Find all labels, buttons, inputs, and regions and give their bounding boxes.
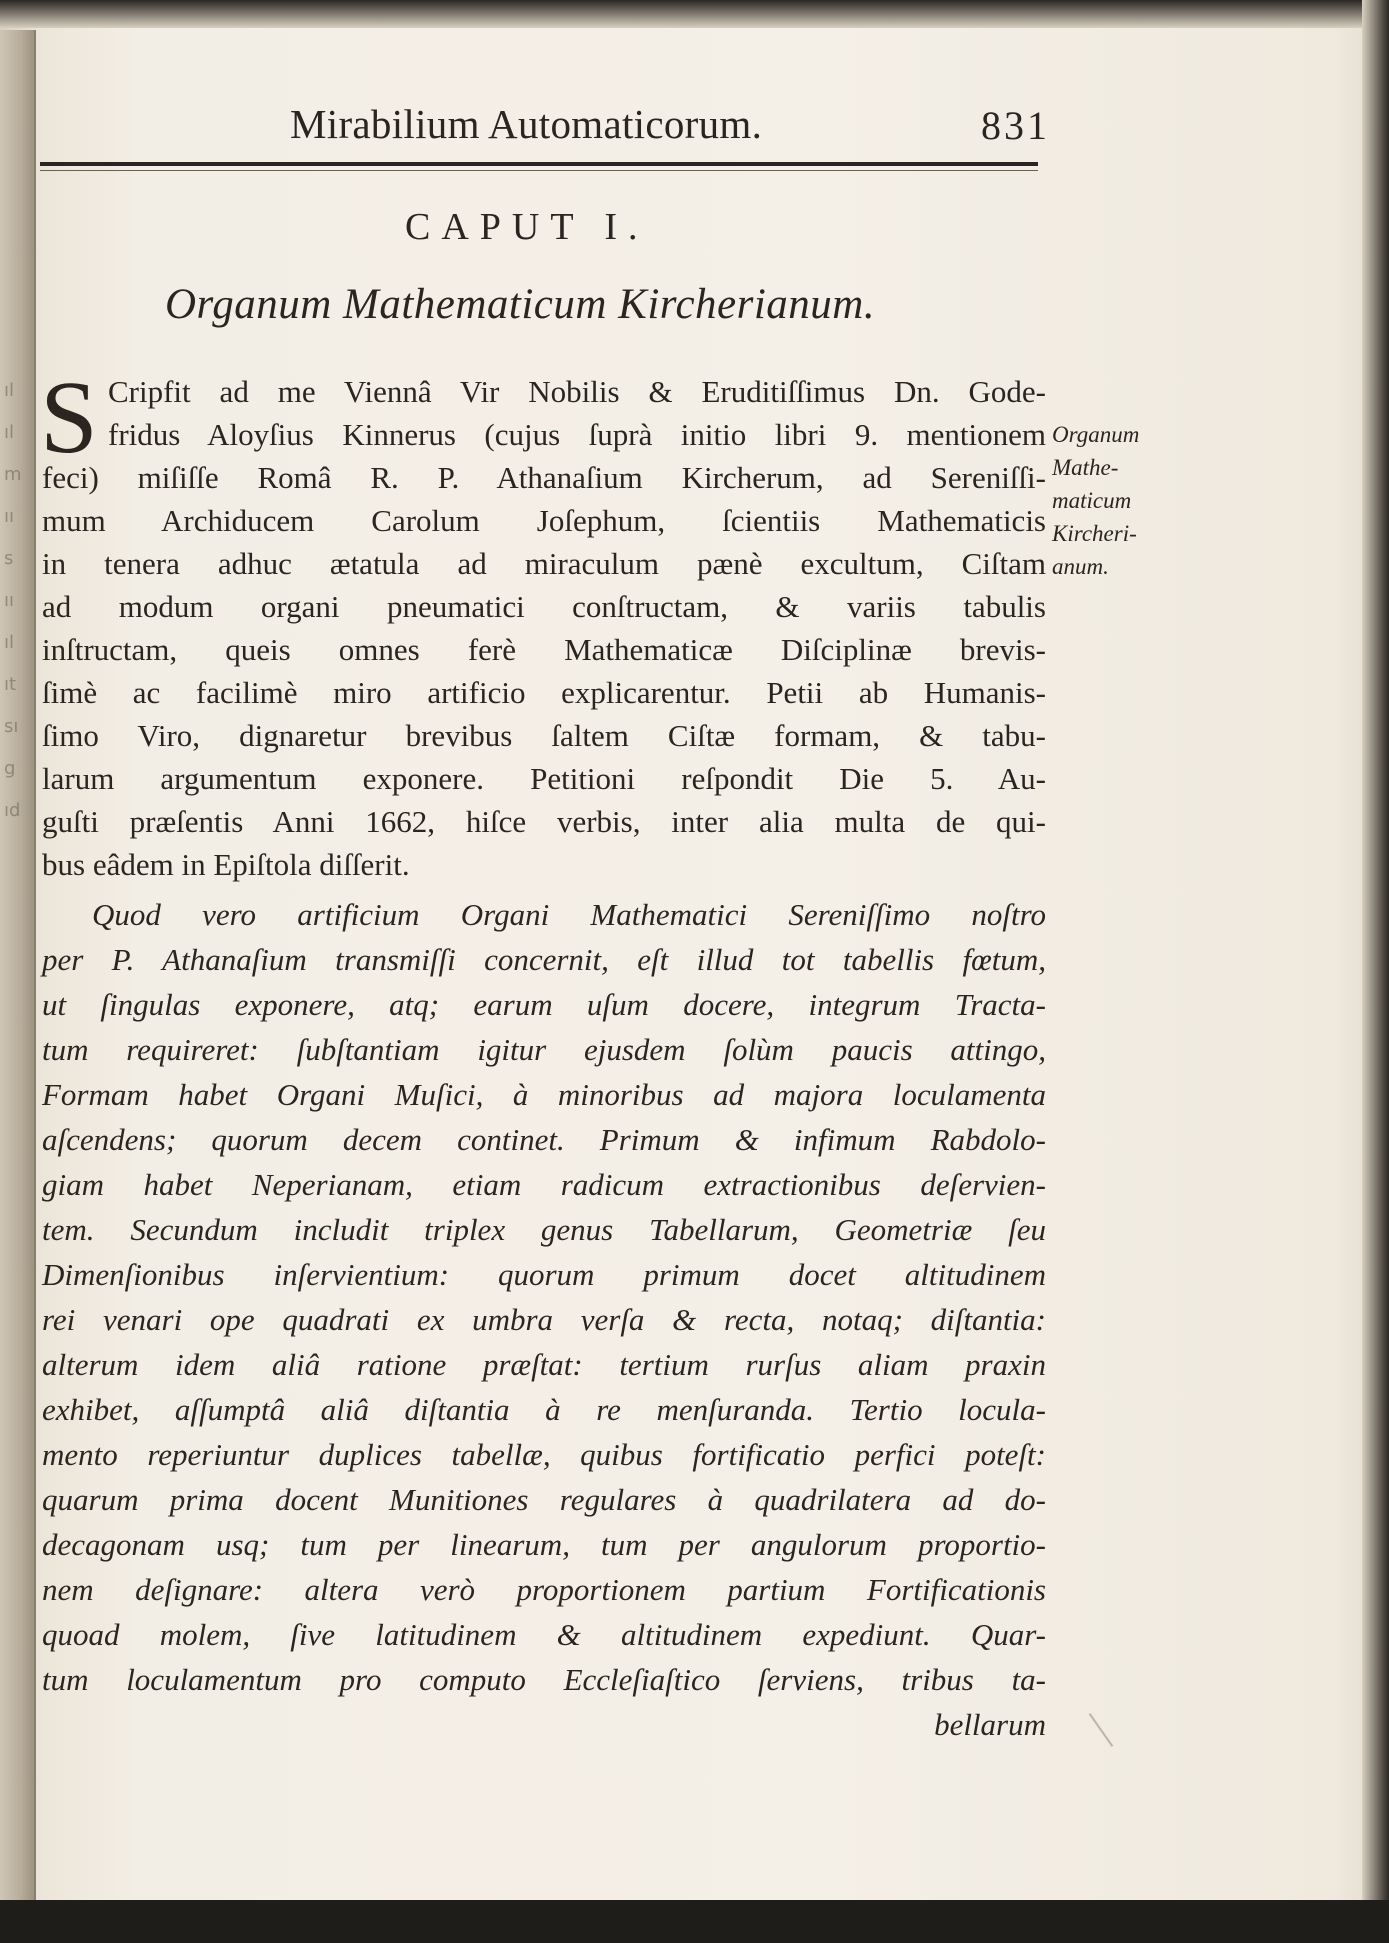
marginal-note — [1052, 418, 1182, 583]
margin-line: Organum — [1052, 422, 1140, 447]
text-line: tum loculamentum pro computo Eccleſiaſtico ſerviens, tribus ta- — [42, 1662, 1046, 1697]
text-line: quoad molem, ſive latitudinem & altitudinem expediunt. Quar- — [42, 1617, 1046, 1652]
page-top-edge — [0, 0, 1389, 28]
header-rule-thin — [40, 170, 1038, 171]
catchword: bellarum — [934, 1707, 1046, 1742]
text-line: mento reperiuntur duplices tabellæ, quibus fortificatio perfici poteſt: — [42, 1437, 1046, 1472]
text-line: exhibet, aſſumptâ aliâ diſtantia à re menſuranda. Tertio locula- — [42, 1392, 1046, 1427]
running-title: Mirabilium Automaticorum. — [290, 101, 763, 147]
page-bottom-edge — [0, 1900, 1389, 1943]
paper-crease — [1089, 1713, 1114, 1747]
text-line: larum argumentum exponere. Petitioni reſpondit Die 5. Au- — [42, 761, 1046, 796]
text-line: ut ſingulas exponere, atq; earum uſum docere, integrum Tracta- — [42, 987, 1046, 1022]
text-line: mum Archiducem Carolum Joſephum, ſcientiis Mathematicis — [42, 503, 1046, 538]
margin-line: maticum — [1052, 488, 1132, 513]
text-line: decagonam usq; tum per linearum, tum per angulorum proportio- — [42, 1527, 1046, 1562]
text-line: alterum idem aliâ ratione præſtat: tertium rurſus aliam praxin — [42, 1347, 1046, 1382]
text-line: ſimè ac facilimè miro artificio explicarentur. Petii ab Humanis- — [42, 675, 1046, 710]
text-line: Dimenſionibus inſervientium: quorum primum docet altitudinem — [42, 1257, 1046, 1292]
margin-line: Kircheri- — [1052, 521, 1137, 546]
text-line: Formam habet Organi Muſici, à minoribus ad majora loculamenta — [42, 1077, 1046, 1112]
page-number: 831 — [981, 103, 1050, 148]
text-line: rei venari ope quadrati ex umbra verſa & recta, notaq; diſtantia: — [42, 1302, 1046, 1337]
text-line: Cripfit ad me Viennâ Vir Nobilis & Eruditiſſimus Dn. Gode- — [108, 374, 1046, 409]
drop-capital: S — [40, 360, 98, 475]
gutter-bleed-through: ıl ıl m ıı s ıı ıl ıt sı g ıd — [4, 380, 22, 821]
text-line: ſimo Viro, dignaretur brevibus ſaltem Ciſtæ formam, & tabu- — [42, 718, 1046, 753]
binding-gutter — [0, 30, 36, 1910]
text-line: tem. Secundum includit triplex genus Tabellarum, Geometriæ ſeu — [42, 1212, 1046, 1247]
text-line: guſti præſentis Anni 1662, hiſce verbis, inter alia multa de qui- — [42, 804, 1046, 839]
text-line: aſcendens; quorum decem continet. Primum & infimum Rabdolo- — [42, 1122, 1046, 1157]
chapter-label: CAPUT I. — [405, 206, 649, 248]
text-line: quarum prima docent Munitiones regulares à quadrilatera ad do- — [42, 1482, 1046, 1517]
header-rule — [40, 162, 1038, 166]
text-line: ad modum organi pneumatici conſtructam, & variis tabulis — [42, 589, 1046, 624]
text-line: feci) miſiſſe Româ R. P. Athanaſium Kircherum, ad Sereniſſi- — [42, 460, 1046, 495]
text-line: nem deſignare: altera verò proportionem partium Fortificationis — [42, 1572, 1046, 1607]
running-head — [290, 100, 1050, 160]
chapter-title: Organum Mathematicum Kircherianum. — [165, 281, 876, 328]
margin-line: anum. — [1052, 554, 1109, 579]
text-line: Quod vero artificium Organi Mathematici Sereniſſimo noſtro — [92, 897, 1046, 932]
text-line: per P. Athanaſium transmiſſi concernit, eſt illud tot tabellis fœtum, — [42, 942, 1046, 977]
text-line: in tenera adhuc ætatula ad miraculum pænè excultum, Ciſtam — [42, 546, 1046, 581]
text-line: tum requireret: ſubſtantiam igitur ejusdem ſolùm paucis attingo, — [42, 1032, 1046, 1067]
text-line: inſtructam, queis omnes ferè Mathematicæ Diſciplinæ brevis- — [42, 632, 1046, 667]
text-line: giam habet Neperianam, etiam radicum extractionibus deſervien- — [42, 1167, 1046, 1202]
page-right-edge — [1362, 0, 1389, 1943]
margin-line: Mathe- — [1052, 455, 1119, 480]
text-line: bus eâdem in Epiſtola diſſerit. — [42, 847, 410, 882]
text-line: fridus Aloyſius Kinnerus (cujus ſuprà initio libri 9. mentionem — [108, 417, 1046, 452]
